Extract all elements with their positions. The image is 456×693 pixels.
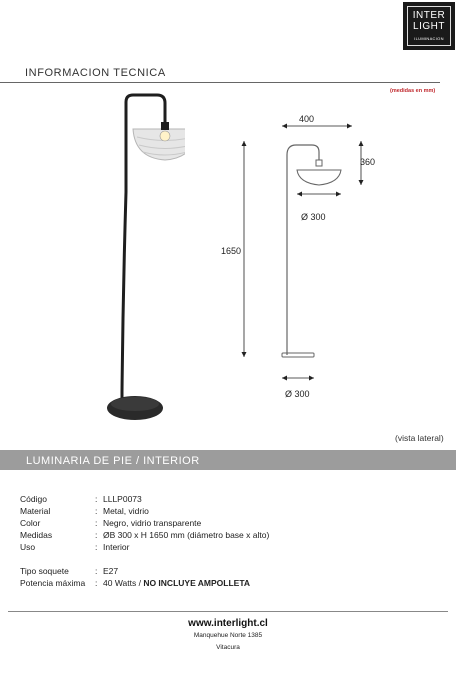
dim-label-shade-diameter: Ø 300 xyxy=(301,212,326,222)
footer-website-link[interactable]: www.interlight.cl xyxy=(188,618,268,629)
drawing-pole xyxy=(287,145,319,355)
logo-text-iluminacion: ILUMINACION xyxy=(414,36,444,41)
pole-arch xyxy=(126,95,165,122)
footer-address-street: Manquehue Norte 1385 xyxy=(193,632,263,639)
spec-colon: : xyxy=(95,542,98,552)
dim-label-shade-height: 360 xyxy=(360,157,376,167)
glass-shade xyxy=(133,129,185,160)
dim-label-total-height: 1650 xyxy=(221,246,242,256)
lamp-base-top xyxy=(111,397,159,411)
logo-frame xyxy=(407,6,451,46)
spec-label-socket: Tipo soquete xyxy=(20,566,69,576)
view-label: (vista lateral) xyxy=(395,433,444,443)
spec-label-measures: Medidas xyxy=(20,530,53,540)
drawing-shade xyxy=(297,170,341,185)
spec-value-code: LLLP0073 xyxy=(103,494,142,504)
pole-stem xyxy=(122,102,126,404)
units-note: (medidas en mm) xyxy=(390,88,436,94)
spec-label-power: Potencia máxima xyxy=(20,578,86,588)
spec-value-material: Metal, vidrio xyxy=(103,506,149,516)
spec-colon: : xyxy=(95,566,98,576)
spec-value-power xyxy=(103,578,250,588)
logo-text-inter: INTER xyxy=(412,10,446,21)
dim-label-base-diameter: Ø 300 xyxy=(285,389,310,399)
technical-drawing xyxy=(230,115,370,405)
spec-label-code: Código xyxy=(20,494,47,504)
spec-label-color: Color xyxy=(20,518,41,528)
spec-value-measures: ØB 300 x H 1650 mm (diámetro base x alto) xyxy=(103,530,270,540)
footer-address-city: Vitacura xyxy=(216,644,240,651)
footer-divider xyxy=(8,611,448,612)
category-title: LUMINARIA DE PIE / INTERIOR xyxy=(26,455,200,467)
header-divider xyxy=(0,82,440,83)
bulb xyxy=(160,131,170,141)
spec-colon: : xyxy=(95,494,98,504)
spec-label-material: Material xyxy=(20,506,51,516)
brand-logo xyxy=(403,2,455,50)
spec-value-power-watts: 40 Watts / xyxy=(103,578,144,588)
logo-text-light: LIGHT xyxy=(413,21,445,32)
dim-label-width: 400 xyxy=(299,114,315,124)
spec-label-use: Uso xyxy=(20,542,36,552)
socket xyxy=(161,122,169,130)
section-title-technical: INFORMACION TECNICA xyxy=(25,67,166,79)
product-photo xyxy=(95,92,185,422)
spec-colon: : xyxy=(95,578,98,588)
spec-value-color: Negro, vidrio transparente xyxy=(103,518,202,528)
spec-value-use: Interior xyxy=(103,542,130,552)
spec-value-socket: E27 xyxy=(103,566,119,576)
spec-colon: : xyxy=(95,530,98,540)
spec-value-power-note: NO INCLUYE AMPOLLETA xyxy=(143,578,251,588)
drawing-socket xyxy=(316,160,322,166)
spec-colon: : xyxy=(95,518,98,528)
spec-colon: : xyxy=(95,506,98,516)
